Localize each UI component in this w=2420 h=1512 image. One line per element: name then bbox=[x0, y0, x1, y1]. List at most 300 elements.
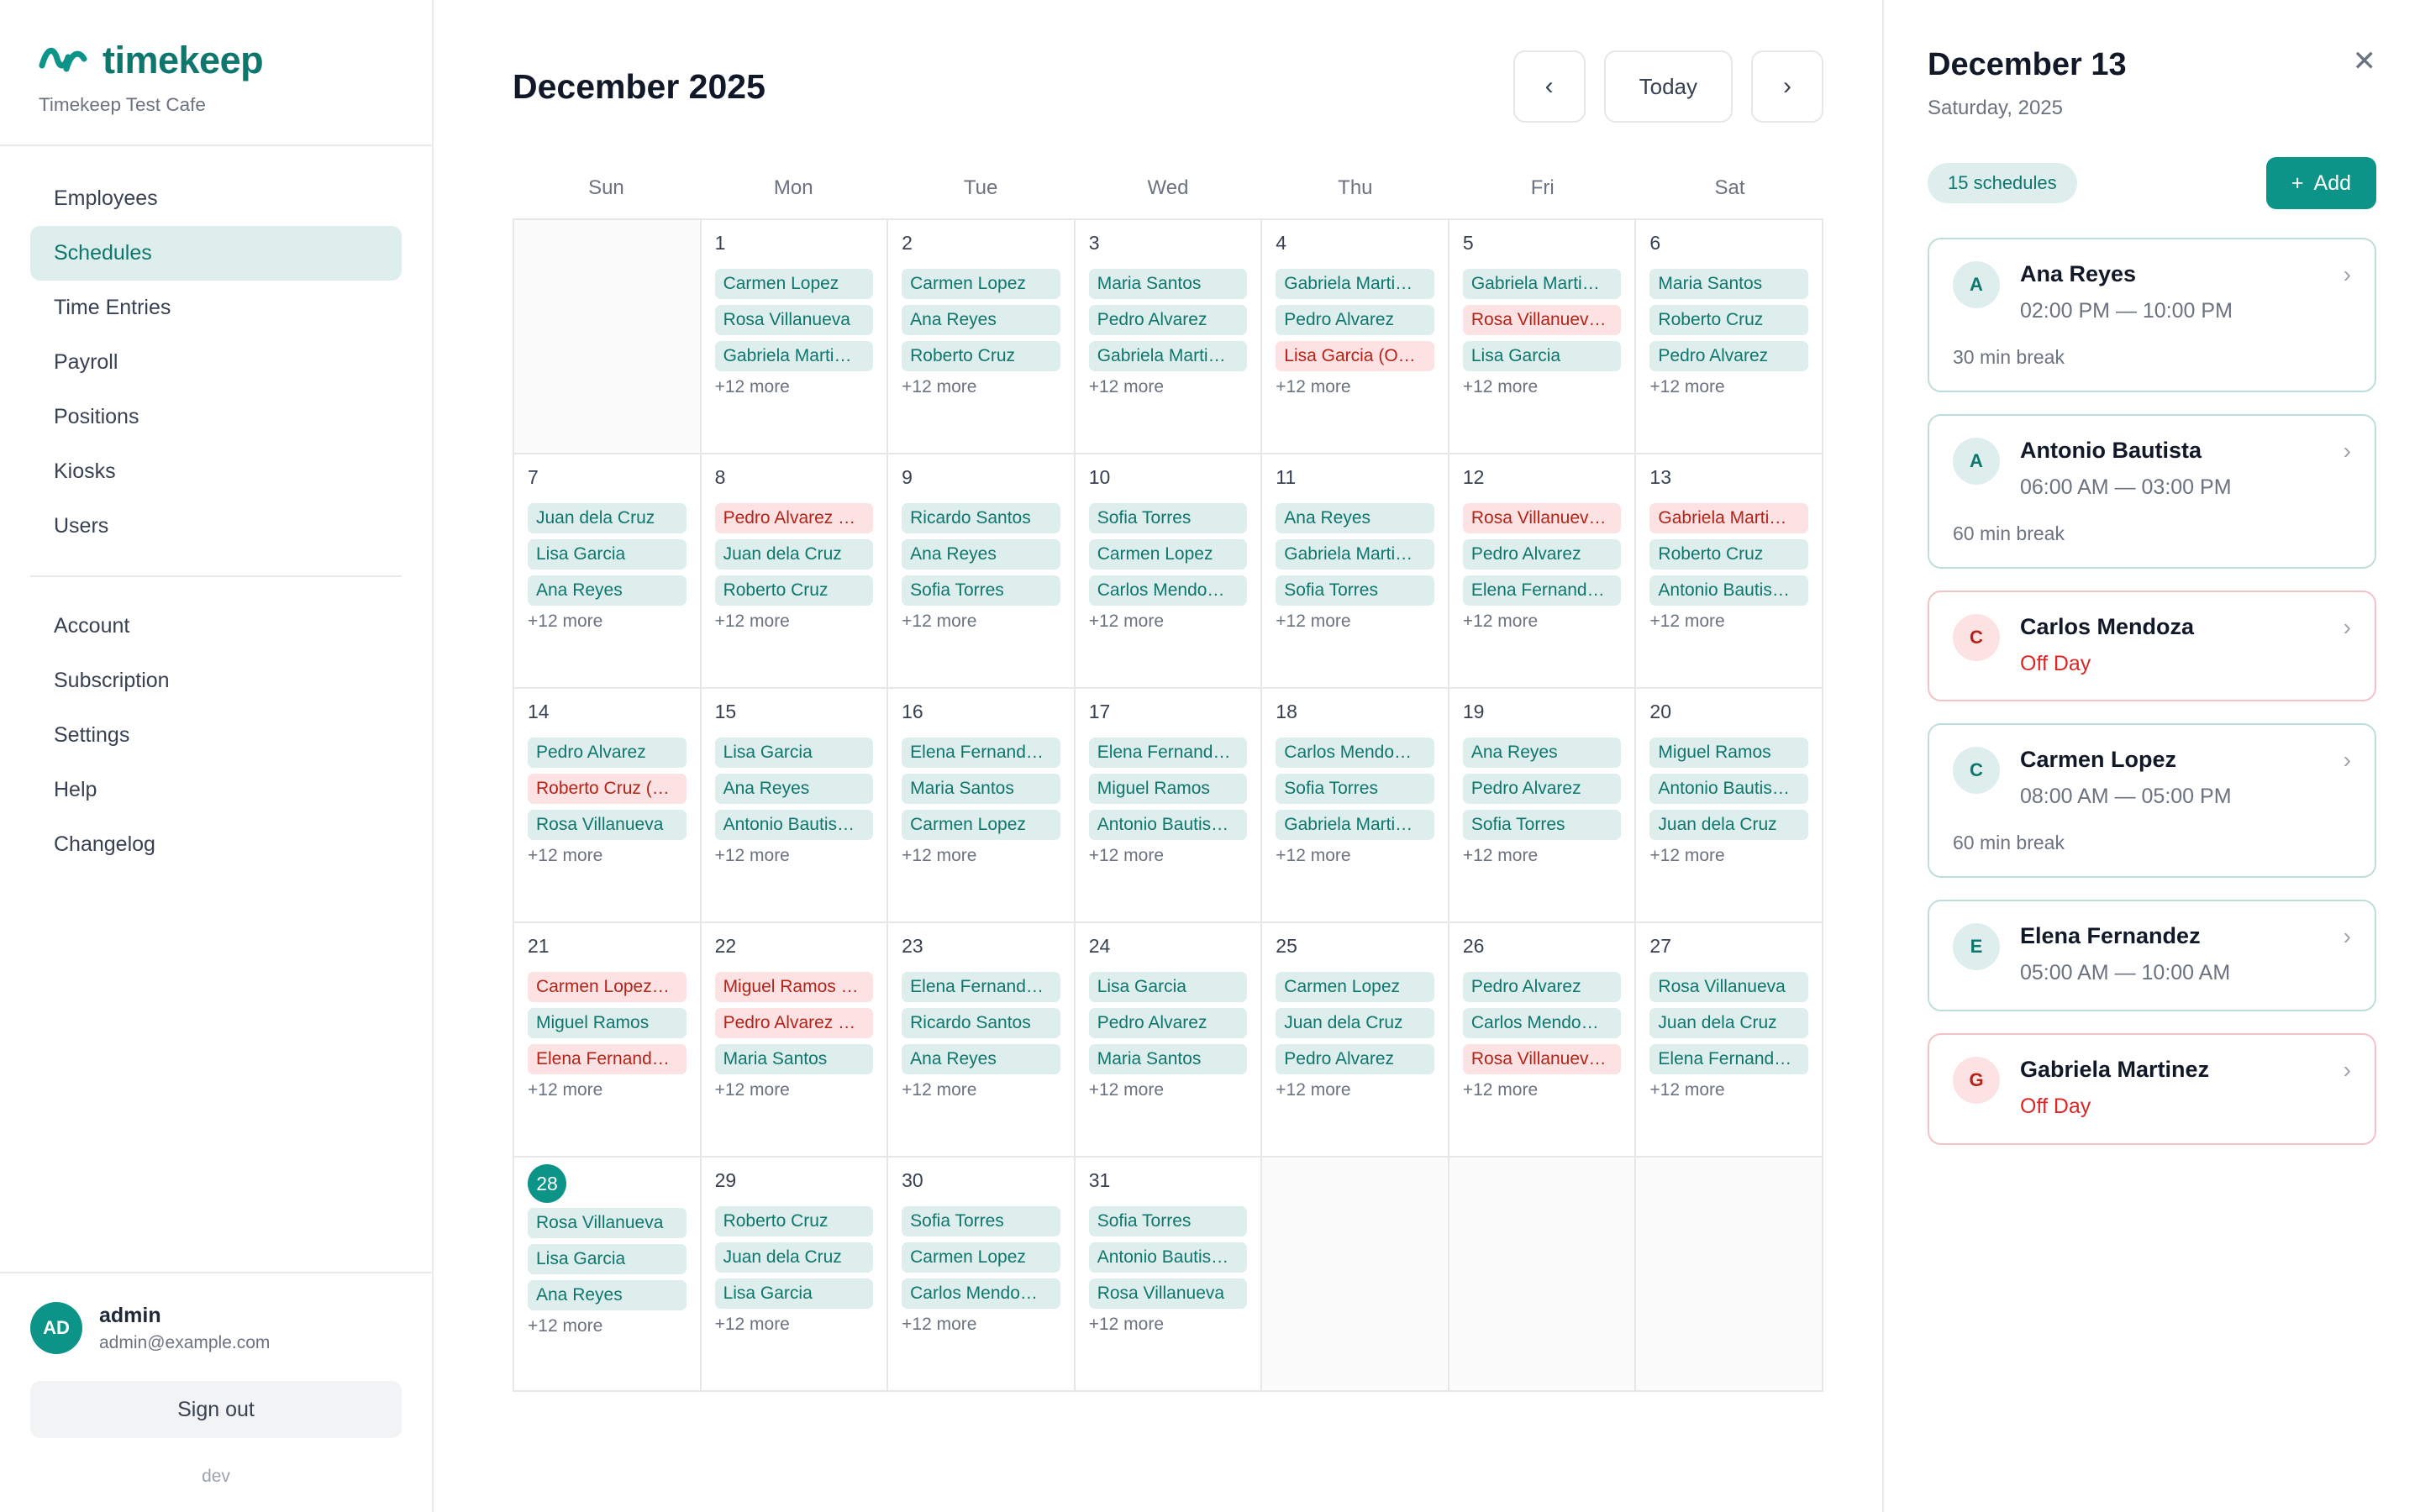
shift-time: 02:00 PM — 10:00 PM bbox=[2020, 299, 2233, 323]
schedule-chip[interactable]: Antonio Bautis… bbox=[1649, 575, 1808, 606]
more-schedules-link[interactable]: +12 more bbox=[1649, 612, 1725, 631]
day-number: 4 bbox=[1276, 232, 1287, 254]
day-number: 5 bbox=[1462, 232, 1474, 254]
schedule-chip[interactable]: Carlos Mendo… bbox=[1276, 738, 1434, 768]
schedule-chip[interactable]: Pedro Alvarez bbox=[1463, 539, 1622, 570]
sidebar-item-label: Kiosks bbox=[54, 459, 116, 483]
day-number: 18 bbox=[1276, 701, 1297, 722]
chevron-right-icon[interactable]: › bbox=[2343, 923, 2351, 949]
chevron-right-icon[interactable]: › bbox=[2343, 1056, 2351, 1083]
schedule-chip[interactable]: Gabriela Marti… bbox=[1649, 503, 1808, 533]
calendar-day-cell[interactable] bbox=[1449, 923, 1637, 1158]
schedule-chip[interactable]: Carmen Lopez bbox=[1276, 972, 1434, 1002]
chevron-left-icon: ‹ bbox=[1544, 72, 1554, 100]
next-month-button[interactable] bbox=[1751, 50, 1823, 123]
more-schedules-link[interactable]: +12 more bbox=[1088, 1315, 1165, 1334]
more-schedules-link[interactable]: +12 more bbox=[1088, 377, 1165, 396]
schedule-chip[interactable]: Carmen Lopez… bbox=[528, 972, 687, 1002]
employee-name: Antonio Bautista bbox=[2020, 437, 2202, 463]
schedule-card-body bbox=[2020, 923, 2310, 988]
calendar-day-cell[interactable] bbox=[702, 220, 889, 454]
more-schedules-link[interactable]: +12 more bbox=[1276, 1080, 1351, 1100]
day-number: 10 bbox=[1088, 466, 1111, 488]
more-schedules-link[interactable]: +12 more bbox=[528, 612, 603, 631]
sidebar-user-block bbox=[0, 1272, 432, 1512]
schedule-card-top bbox=[1953, 614, 2351, 679]
calendar-day-cell[interactable] bbox=[888, 220, 1076, 454]
weekday-label: Sun bbox=[588, 176, 624, 199]
calendar-day-cell[interactable] bbox=[1636, 923, 1823, 1158]
schedule-chip[interactable]: Maria Santos bbox=[1089, 1044, 1248, 1074]
schedule-card-body bbox=[2020, 747, 2310, 811]
day-number: 6 bbox=[1649, 232, 1661, 254]
schedule-chip[interactable]: Juan dela Cruz bbox=[1649, 810, 1808, 840]
schedule-chip[interactable]: Gabriela Marti… bbox=[1089, 341, 1248, 371]
prev-month-button[interactable] bbox=[1513, 50, 1586, 123]
schedule-chip[interactable]: Ricardo Santos bbox=[902, 1008, 1060, 1038]
schedule-chip[interactable]: Maria Santos bbox=[1649, 269, 1808, 299]
schedule-card-body bbox=[2020, 614, 2310, 679]
calendar-day-cell[interactable] bbox=[1449, 689, 1637, 923]
employee-name: Gabriela Martinez bbox=[2020, 1056, 2210, 1082]
schedule-card-top bbox=[1953, 261, 2351, 326]
calendar-day-cell[interactable] bbox=[888, 689, 1076, 923]
schedule-chip[interactable]: Pedro Alvarez … bbox=[715, 503, 874, 533]
calendar-grid bbox=[513, 218, 1823, 1392]
schedule-chip[interactable]: Miguel Ramos bbox=[528, 1008, 687, 1038]
calendar-day-cell[interactable] bbox=[1076, 1158, 1263, 1392]
off-day-label: Off Day bbox=[2020, 651, 2091, 675]
sign-out-button[interactable]: Sign out bbox=[30, 1381, 402, 1438]
schedule-card[interactable] bbox=[1928, 238, 2376, 392]
sidebar-item-label: Schedules bbox=[54, 241, 152, 265]
day-number: 21 bbox=[528, 935, 550, 957]
avatar: C bbox=[1953, 614, 2000, 661]
more-schedules-link[interactable]: +12 more bbox=[902, 1080, 977, 1100]
weekday-label: Wed bbox=[1147, 176, 1189, 199]
sidebar-item-positions[interactable] bbox=[30, 390, 402, 444]
sidebar-item-label: Help bbox=[54, 778, 97, 801]
schedule-chip[interactable]: Juan dela Cruz bbox=[1649, 1008, 1808, 1038]
day-number: 2 bbox=[902, 232, 913, 254]
schedule-chip[interactable]: Elena Fernand… bbox=[1649, 1044, 1808, 1074]
schedule-chip[interactable]: Sofia Torres bbox=[1089, 503, 1248, 533]
schedule-chip[interactable]: Roberto Cruz bbox=[715, 1206, 874, 1236]
schedule-chip[interactable]: Ana Reyes bbox=[1276, 503, 1434, 533]
day-number: 15 bbox=[714, 701, 737, 722]
employee-name: Ana Reyes bbox=[2020, 261, 2137, 286]
sidebar-item-label: Employees bbox=[54, 186, 158, 210]
calendar-day-cell[interactable] bbox=[702, 454, 889, 689]
more-schedules-link[interactable]: +12 more bbox=[1276, 377, 1351, 396]
schedule-chip[interactable]: Roberto Cruz bbox=[715, 575, 874, 606]
schedule-chip[interactable]: Lisa Garcia bbox=[715, 1278, 874, 1309]
calendar-day-cell[interactable] bbox=[702, 689, 889, 923]
calendar-day-cell[interactable] bbox=[1636, 454, 1823, 689]
schedule-chip[interactable]: Rosa Villanueva bbox=[1089, 1278, 1248, 1309]
calendar-day-cell[interactable] bbox=[1262, 689, 1449, 923]
schedule-chip[interactable]: Ana Reyes bbox=[902, 1044, 1060, 1074]
day-number: 7 bbox=[528, 466, 539, 488]
sidebar-item-schedules[interactable] bbox=[30, 226, 402, 281]
sidebar-nav-secondary bbox=[0, 599, 432, 872]
user-email: admin@example.com bbox=[99, 1332, 271, 1352]
more-schedules-link[interactable]: +12 more bbox=[1462, 846, 1539, 865]
calendar-day-cell[interactable] bbox=[1262, 454, 1449, 689]
off-day-label: Off Day bbox=[2020, 1094, 2091, 1118]
schedule-card-top bbox=[1953, 1057, 2351, 1121]
more-schedules-link[interactable]: +12 more bbox=[902, 377, 977, 396]
calendar-cell-empty bbox=[1262, 1158, 1449, 1392]
more-schedules-link[interactable]: +12 more bbox=[1462, 612, 1539, 631]
schedule-chip[interactable]: Lisa Garcia bbox=[715, 738, 874, 768]
schedule-chip[interactable]: Pedro Alvarez bbox=[1089, 305, 1248, 335]
day-number: 12 bbox=[1462, 466, 1485, 488]
schedule-card[interactable] bbox=[1928, 414, 2376, 569]
schedule-chip[interactable]: Lisa Garcia bbox=[1089, 972, 1248, 1002]
schedule-chip[interactable]: Miguel Ramos … bbox=[715, 972, 874, 1002]
day-number: 16 bbox=[902, 701, 923, 722]
schedule-chip[interactable]: Pedro Alvarez bbox=[1463, 972, 1622, 1002]
sidebar-item-label: Positions bbox=[54, 405, 139, 428]
avatar: C bbox=[1953, 747, 2000, 794]
calendar-header bbox=[513, 50, 1823, 123]
schedule-card-body bbox=[2020, 261, 2310, 326]
schedule-card-top bbox=[1953, 438, 2351, 502]
more-schedules-link[interactable]: +12 more bbox=[1649, 846, 1725, 865]
schedule-chip[interactable]: Rosa Villanueva bbox=[1649, 972, 1808, 1002]
sidebar-item-kiosks[interactable] bbox=[30, 444, 402, 499]
break-duration: 30 min break bbox=[1953, 345, 2065, 368]
calendar-day-cell[interactable] bbox=[1636, 220, 1823, 454]
schedule-chip[interactable]: Ana Reyes bbox=[902, 539, 1060, 570]
panel-actions bbox=[1928, 157, 2376, 209]
close-icon[interactable]: ✕ bbox=[2352, 45, 2376, 77]
day-number: 23 bbox=[902, 935, 923, 957]
more-schedules-link[interactable]: +12 more bbox=[902, 846, 977, 865]
day-number-today: 28 bbox=[528, 1164, 566, 1203]
schedule-chip[interactable]: Gabriela Marti… bbox=[1276, 810, 1434, 840]
sidebar-item-payroll[interactable] bbox=[30, 335, 402, 390]
schedule-chip[interactable]: Juan dela Cruz bbox=[715, 539, 874, 570]
more-schedules-link[interactable]: +12 more bbox=[1276, 612, 1351, 631]
today-button[interactable]: Today bbox=[1604, 50, 1733, 123]
day-number: 20 bbox=[1649, 701, 1672, 722]
schedule-chip[interactable]: Maria Santos bbox=[1089, 269, 1248, 299]
schedule-chip[interactable]: Juan dela Cruz bbox=[528, 503, 687, 533]
schedule-chip[interactable]: Elena Fernand… bbox=[902, 738, 1060, 768]
schedule-chip[interactable]: Pedro Alvarez bbox=[1463, 774, 1622, 804]
calendar-day-cell[interactable] bbox=[1076, 689, 1263, 923]
status-badge: 15 schedules bbox=[1928, 163, 2077, 203]
schedule-chip[interactable]: Ana Reyes bbox=[528, 1280, 687, 1310]
schedule-card[interactable] bbox=[1928, 591, 2376, 702]
schedule-chip[interactable]: Carlos Mendo… bbox=[902, 1278, 1060, 1309]
schedule-chip[interactable]: Rosa Villanuev… bbox=[1463, 305, 1622, 335]
day-number: 31 bbox=[1088, 1169, 1111, 1191]
schedule-chip[interactable]: Sofia Torres bbox=[1276, 774, 1434, 804]
schedule-card-top bbox=[1953, 747, 2351, 811]
day-number: 9 bbox=[902, 466, 913, 488]
calendar-week-row bbox=[514, 220, 1823, 454]
sidebar-item-help[interactable] bbox=[30, 763, 402, 817]
day-number: 19 bbox=[1462, 701, 1485, 722]
add-schedule-button[interactable] bbox=[2266, 157, 2376, 209]
page-title: December 2025 bbox=[513, 66, 765, 106]
timekeep-logo-icon bbox=[39, 40, 87, 79]
tenant-name: Timekeep Test Cafe bbox=[39, 94, 206, 115]
more-schedules-link[interactable]: +12 more bbox=[714, 377, 790, 396]
schedule-chip[interactable]: Pedro Alvarez … bbox=[715, 1008, 874, 1038]
day-number: 14 bbox=[528, 701, 550, 722]
schedule-chip[interactable]: Elena Fernand… bbox=[528, 1044, 687, 1074]
schedule-chip[interactable]: Lisa Garcia bbox=[1463, 341, 1622, 371]
panel-header bbox=[1928, 47, 2376, 120]
employee-name: Elena Fernandez bbox=[2020, 923, 2201, 948]
schedule-chip[interactable]: Roberto Cruz bbox=[1649, 539, 1808, 570]
day-number: 17 bbox=[1088, 701, 1111, 722]
schedule-chip[interactable]: Antonio Bautis… bbox=[1649, 774, 1808, 804]
schedule-list bbox=[1928, 238, 2376, 1145]
calendar-day-cell[interactable] bbox=[1076, 454, 1263, 689]
schedule-chip[interactable]: Roberto Cruz bbox=[902, 341, 1060, 371]
user-row[interactable] bbox=[30, 1302, 402, 1354]
avatar: A bbox=[1953, 438, 2000, 485]
day-number: 13 bbox=[1649, 466, 1672, 488]
sidebar-item-label: Subscription bbox=[54, 669, 170, 692]
day-number: 29 bbox=[714, 1169, 737, 1191]
avatar: A bbox=[1953, 261, 2000, 308]
schedule-chip[interactable]: Rosa Villanuev… bbox=[1463, 1044, 1622, 1074]
more-schedules-link[interactable]: +12 more bbox=[528, 1316, 603, 1336]
calendar-week-row bbox=[514, 1158, 1823, 1392]
chevron-right-icon[interactable]: › bbox=[2343, 747, 2351, 774]
avatar: AD bbox=[30, 1302, 82, 1354]
sidebar-nav-primary bbox=[0, 146, 432, 554]
schedule-chip[interactable]: Lisa Garcia bbox=[528, 539, 687, 570]
schedule-chip[interactable]: Rosa Villanueva bbox=[528, 810, 687, 840]
schedule-chip[interactable]: Sofia Torres bbox=[1276, 575, 1434, 606]
shift-time: 06:00 AM — 03:00 PM bbox=[2020, 475, 2232, 499]
sidebar-item-subscription[interactable] bbox=[30, 654, 402, 708]
calendar-day-cell[interactable] bbox=[514, 689, 702, 923]
user-name: admin bbox=[99, 1303, 161, 1327]
sidebar-item-label: Account bbox=[54, 614, 130, 638]
sidebar-item-employees[interactable] bbox=[30, 171, 402, 226]
more-schedules-link[interactable]: +12 more bbox=[714, 846, 790, 865]
schedule-chip[interactable]: Pedro Alvarez bbox=[1089, 1008, 1248, 1038]
calendar-day-cell[interactable] bbox=[702, 1158, 889, 1392]
calendar-day-cell[interactable] bbox=[888, 1158, 1076, 1392]
add-button-label: Add bbox=[2313, 171, 2351, 195]
plus-icon: + bbox=[2291, 171, 2304, 195]
more-schedules-link[interactable]: +12 more bbox=[1462, 1080, 1539, 1100]
calendar-cell-empty bbox=[1636, 1158, 1823, 1392]
more-schedules-link[interactable]: +12 more bbox=[1088, 612, 1165, 631]
panel-title: December 13 bbox=[1928, 47, 2127, 82]
weekday-label: Thu bbox=[1338, 176, 1373, 199]
schedule-chip[interactable]: Sofia Torres bbox=[902, 575, 1060, 606]
schedule-chip[interactable]: Rosa Villanueva bbox=[715, 305, 874, 335]
more-schedules-link[interactable]: +12 more bbox=[528, 1080, 603, 1100]
day-number: 26 bbox=[1462, 935, 1485, 957]
sidebar bbox=[0, 0, 434, 1512]
employee-name: Carmen Lopez bbox=[2020, 747, 2177, 773]
day-detail-panel bbox=[1882, 0, 2420, 1512]
schedule-chip[interactable]: Sofia Torres bbox=[1089, 1206, 1248, 1236]
day-number: 11 bbox=[1276, 466, 1297, 488]
schedule-chip[interactable]: Carlos Mendo… bbox=[1089, 575, 1248, 606]
day-number: 30 bbox=[902, 1169, 923, 1191]
schedule-chip[interactable]: Carmen Lopez bbox=[715, 269, 874, 299]
schedule-chip[interactable]: Elena Fernand… bbox=[1463, 575, 1622, 606]
calendar-day-cell[interactable] bbox=[888, 923, 1076, 1158]
weekday-header bbox=[513, 176, 1823, 218]
schedule-chip[interactable]: Carlos Mendo… bbox=[1463, 1008, 1622, 1038]
sidebar-item-label: Changelog bbox=[54, 832, 155, 856]
schedule-chip[interactable]: Gabriela Marti… bbox=[1463, 269, 1622, 299]
calendar-day-cell[interactable] bbox=[514, 454, 702, 689]
schedule-chip[interactable]: Carmen Lopez bbox=[902, 269, 1060, 299]
calendar-day-cell[interactable] bbox=[1076, 923, 1263, 1158]
day-number: 1 bbox=[714, 232, 726, 254]
calendar-week-row bbox=[514, 454, 1823, 689]
more-schedules-link[interactable]: +12 more bbox=[1088, 1080, 1165, 1100]
schedule-chip[interactable]: Ana Reyes bbox=[902, 305, 1060, 335]
schedule-chip[interactable]: Roberto Cruz bbox=[1649, 305, 1808, 335]
schedule-chip[interactable]: Lisa Garcia (O… bbox=[1276, 341, 1434, 371]
more-schedules-link[interactable]: +12 more bbox=[1088, 846, 1165, 865]
chevron-right-icon[interactable]: › bbox=[2343, 261, 2351, 287]
calendar-day-cell[interactable] bbox=[1449, 220, 1637, 454]
calendar-cell-empty bbox=[1449, 1158, 1637, 1392]
sidebar-item-time-entries[interactable] bbox=[30, 281, 402, 335]
more-schedules-link[interactable]: +12 more bbox=[1276, 846, 1351, 865]
shift-time: 08:00 AM — 05:00 PM bbox=[2020, 785, 2232, 809]
schedule-chip[interactable]: Carmen Lopez bbox=[902, 810, 1060, 840]
break-duration: 60 min break bbox=[1953, 832, 2065, 853]
weekday-label: Mon bbox=[773, 176, 813, 199]
schedule-chip[interactable]: Ana Reyes bbox=[1463, 738, 1622, 768]
schedule-chip[interactable]: Juan dela Cruz bbox=[715, 1242, 874, 1273]
schedule-chip[interactable]: Pedro Alvarez bbox=[1649, 341, 1808, 371]
schedule-chip[interactable]: Antonio Bautis… bbox=[715, 810, 874, 840]
calendar-day-cell[interactable] bbox=[1636, 689, 1823, 923]
sidebar-item-settings[interactable] bbox=[30, 708, 402, 763]
sidebar-item-label: Users bbox=[54, 514, 109, 538]
chevron-right-icon[interactable]: › bbox=[2343, 613, 2351, 640]
schedule-chip[interactable]: Pedro Alvarez bbox=[1276, 305, 1434, 335]
more-schedules-link[interactable]: +12 more bbox=[714, 1315, 790, 1334]
calendar-day-cell[interactable] bbox=[1262, 220, 1449, 454]
more-schedules-link[interactable]: +12 more bbox=[714, 1080, 790, 1100]
weekday-label: Sat bbox=[1714, 176, 1745, 199]
schedule-chip[interactable]: Lisa Garcia bbox=[528, 1244, 687, 1274]
schedule-chip[interactable]: Juan dela Cruz bbox=[1276, 1008, 1434, 1038]
schedule-chip[interactable]: Miguel Ramos bbox=[1089, 774, 1248, 804]
schedule-chip[interactable]: Rosa Villanuev… bbox=[1463, 503, 1622, 533]
more-schedules-link[interactable]: +12 more bbox=[1649, 377, 1725, 396]
weekday-label: Fri bbox=[1530, 176, 1555, 199]
sidebar-item-users[interactable] bbox=[30, 499, 402, 554]
schedule-chip[interactable]: Elena Fernand… bbox=[1089, 738, 1248, 768]
calendar-week-row bbox=[514, 689, 1823, 923]
schedule-chip[interactable]: Gabriela Marti… bbox=[715, 341, 874, 371]
day-number: 24 bbox=[1088, 935, 1111, 957]
schedule-chip[interactable]: Elena Fernand… bbox=[902, 972, 1060, 1002]
schedule-chip[interactable]: Antonio Bautis… bbox=[1089, 1242, 1248, 1273]
more-schedules-link[interactable]: +12 more bbox=[902, 612, 977, 631]
more-schedules-link[interactable]: +12 more bbox=[1649, 1080, 1725, 1100]
schedule-chip[interactable]: Carmen Lopez bbox=[1089, 539, 1248, 570]
more-schedules-link[interactable]: +12 more bbox=[1462, 377, 1539, 396]
schedule-card[interactable] bbox=[1928, 723, 2376, 878]
sidebar-item-label: Settings bbox=[54, 723, 130, 747]
schedule-chip[interactable]: Pedro Alvarez bbox=[528, 738, 687, 768]
break-duration: 60 min break bbox=[1953, 522, 2065, 544]
schedule-chip[interactable]: Rosa Villanueva bbox=[528, 1208, 687, 1238]
weekday-label: Tue bbox=[963, 176, 998, 199]
schedule-chip[interactable]: Miguel Ramos bbox=[1649, 738, 1808, 768]
calendar-day-cell[interactable] bbox=[1262, 923, 1449, 1158]
sidebar-item-account[interactable] bbox=[30, 599, 402, 654]
avatar: G bbox=[1953, 1057, 2000, 1104]
schedule-card-top bbox=[1953, 923, 2351, 988]
day-number: 25 bbox=[1276, 935, 1297, 957]
schedule-card-body bbox=[2020, 438, 2310, 502]
schedule-chip[interactable]: Carmen Lopez bbox=[902, 1242, 1060, 1273]
calendar-day-cell[interactable] bbox=[888, 454, 1076, 689]
calendar-day-cell[interactable] bbox=[514, 1158, 702, 1392]
sidebar-item-changelog[interactable] bbox=[30, 817, 402, 872]
schedule-chip[interactable]: Gabriela Marti… bbox=[1276, 539, 1434, 570]
schedule-chip[interactable]: Ricardo Santos bbox=[902, 503, 1060, 533]
schedule-chip[interactable]: Antonio Bautis… bbox=[1089, 810, 1248, 840]
calendar-day-cell[interactable] bbox=[1449, 454, 1637, 689]
calendar-day-cell[interactable] bbox=[702, 923, 889, 1158]
schedule-chip[interactable]: Gabriela Marti… bbox=[1276, 269, 1434, 299]
calendar-nav bbox=[1513, 50, 1823, 123]
shift-time: 05:00 AM — 10:00 AM bbox=[2020, 961, 2231, 984]
brand-row[interactable] bbox=[39, 40, 393, 79]
brand-name: timekeep bbox=[103, 38, 264, 81]
more-schedules-link[interactable]: +12 more bbox=[528, 846, 603, 865]
schedule-chip[interactable]: Maria Santos bbox=[715, 1044, 874, 1074]
schedule-chip[interactable]: Roberto Cruz (… bbox=[528, 774, 687, 804]
employee-name: Carlos Mendoza bbox=[2020, 613, 2195, 639]
day-number: 8 bbox=[714, 466, 726, 488]
calendar-day-cell[interactable] bbox=[514, 923, 702, 1158]
schedule-chip[interactable]: Sofia Torres bbox=[902, 1206, 1060, 1236]
sidebar-item-label: Time Entries bbox=[54, 296, 171, 319]
calendar-day-cell[interactable] bbox=[1076, 220, 1263, 454]
day-number: 27 bbox=[1649, 935, 1672, 957]
sidebar-spacer bbox=[0, 872, 432, 1272]
schedule-chip[interactable]: Ana Reyes bbox=[715, 774, 874, 804]
more-schedules-link[interactable]: +12 more bbox=[902, 1315, 977, 1334]
sidebar-item-label: Payroll bbox=[54, 350, 118, 374]
schedule-chip[interactable]: Maria Santos bbox=[902, 774, 1060, 804]
schedule-card[interactable] bbox=[1928, 1033, 2376, 1145]
schedule-chip[interactable]: Ana Reyes bbox=[528, 575, 687, 606]
more-schedules-link[interactable]: +12 more bbox=[714, 612, 790, 631]
schedule-chip[interactable]: Sofia Torres bbox=[1463, 810, 1622, 840]
env-tag: dev bbox=[202, 1467, 230, 1486]
schedule-card[interactable] bbox=[1928, 900, 2376, 1011]
chevron-right-icon[interactable]: › bbox=[2343, 437, 2351, 464]
calendar-week-row bbox=[514, 923, 1823, 1158]
schedule-chip[interactable]: Pedro Alvarez bbox=[1276, 1044, 1434, 1074]
